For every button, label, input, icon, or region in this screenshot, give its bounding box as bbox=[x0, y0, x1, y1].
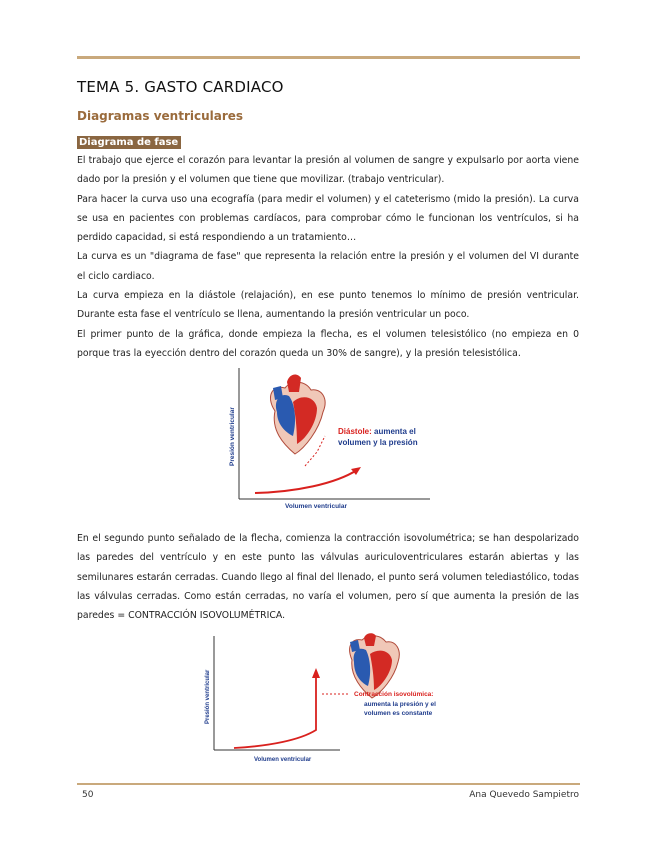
arrow-icon bbox=[351, 467, 361, 475]
x-axis-label: Volumen ventricular bbox=[254, 757, 312, 763]
diastole-curve bbox=[255, 470, 357, 493]
x-axis-label: Volumen ventricular bbox=[285, 503, 348, 510]
page-number: 50 bbox=[82, 790, 94, 800]
paragraph: El primer punto de la gráfica, donde empieza la flecha, es el volumen telesistólico (no empieza en 0 porque tras la eyección dentro del corazón queda un 30% de sangre), y la presión telesistólica. bbox=[77, 328, 579, 359]
diastole-annotation: Diástole: aumenta el bbox=[338, 427, 416, 436]
heart-icon bbox=[270, 375, 325, 454]
section-subtitle: Diagramas ventriculares bbox=[77, 109, 244, 123]
arrow-icon bbox=[312, 668, 320, 678]
isovolumic-curve bbox=[234, 676, 316, 748]
section-label: Diagrama de fase bbox=[77, 136, 181, 149]
heart-icon bbox=[350, 633, 400, 698]
isovolumic-annotation-line2: aumenta la presión y el bbox=[364, 701, 436, 708]
intro-text bbox=[77, 151, 579, 363]
diastole-figure bbox=[225, 366, 435, 516]
author-name: Ana Quevedo Sampietro bbox=[469, 790, 579, 800]
isovolumic-figure bbox=[200, 632, 455, 767]
paragraph: La curva empieza en la diástole (relajación), en ese punto tenemos lo mínimo de presión ventricular. Durante esta fase el ventrículo se llena, aumentando la presión ventricular un poco. bbox=[77, 290, 579, 321]
page-title: TEMA 5. GASTO CARDIACO bbox=[77, 78, 284, 96]
second-text bbox=[77, 529, 579, 625]
paragraph: La curva es un "diagrama de fase" que representa la relación entre la presión y el volumen del VI durante el ciclo cardiaco. bbox=[77, 251, 579, 282]
isovolumic-annotation-line3: volumen es constante bbox=[364, 710, 433, 717]
paragraph: Para hacer la curva uso una ecografía (para medir el volumen) y el cateterismo (mido la presión). La curva se usa en pacientes con problemas cardíacos, para comprobar cómo le funcionan los ventrículos, si ha perdido capacidad, si está respondiendo a un tratamiento… bbox=[77, 193, 579, 244]
y-axis-label: Presión ventricular bbox=[205, 669, 211, 724]
header-rule bbox=[77, 56, 580, 59]
diastole-annotation-line2: volumen y la presión bbox=[338, 438, 418, 447]
footer-rule bbox=[77, 783, 580, 785]
paragraph: El trabajo que ejerce el corazón para levantar la presión al volumen de sangre y expulsarlo por aorta viene dado por la presión y el volumen que tiene que movilizar. (trabajo ventricular). bbox=[77, 155, 579, 186]
isovolumic-annotation-title: Contracción isovolúmica: bbox=[354, 691, 434, 698]
paragraph: En el segundo punto señalado de la flecha, comienza la contracción isovolumétrica; se han despolarizado las paredes del ventrículo y en este punto las válvulas auriculoventriculares estarán abiertas y las semilunares estarán cerradas. Cuando llego al final del llenado, el punto será volumen telediastólico, todas las válvulas cerradas. Como están cerradas, no varía el volumen, pero sí que aumenta la presión de las paredes = CONTRACCIÓN ISOVOLUMÉTRICA. bbox=[77, 533, 579, 622]
y-axis-label: Presión ventricular bbox=[229, 407, 236, 466]
